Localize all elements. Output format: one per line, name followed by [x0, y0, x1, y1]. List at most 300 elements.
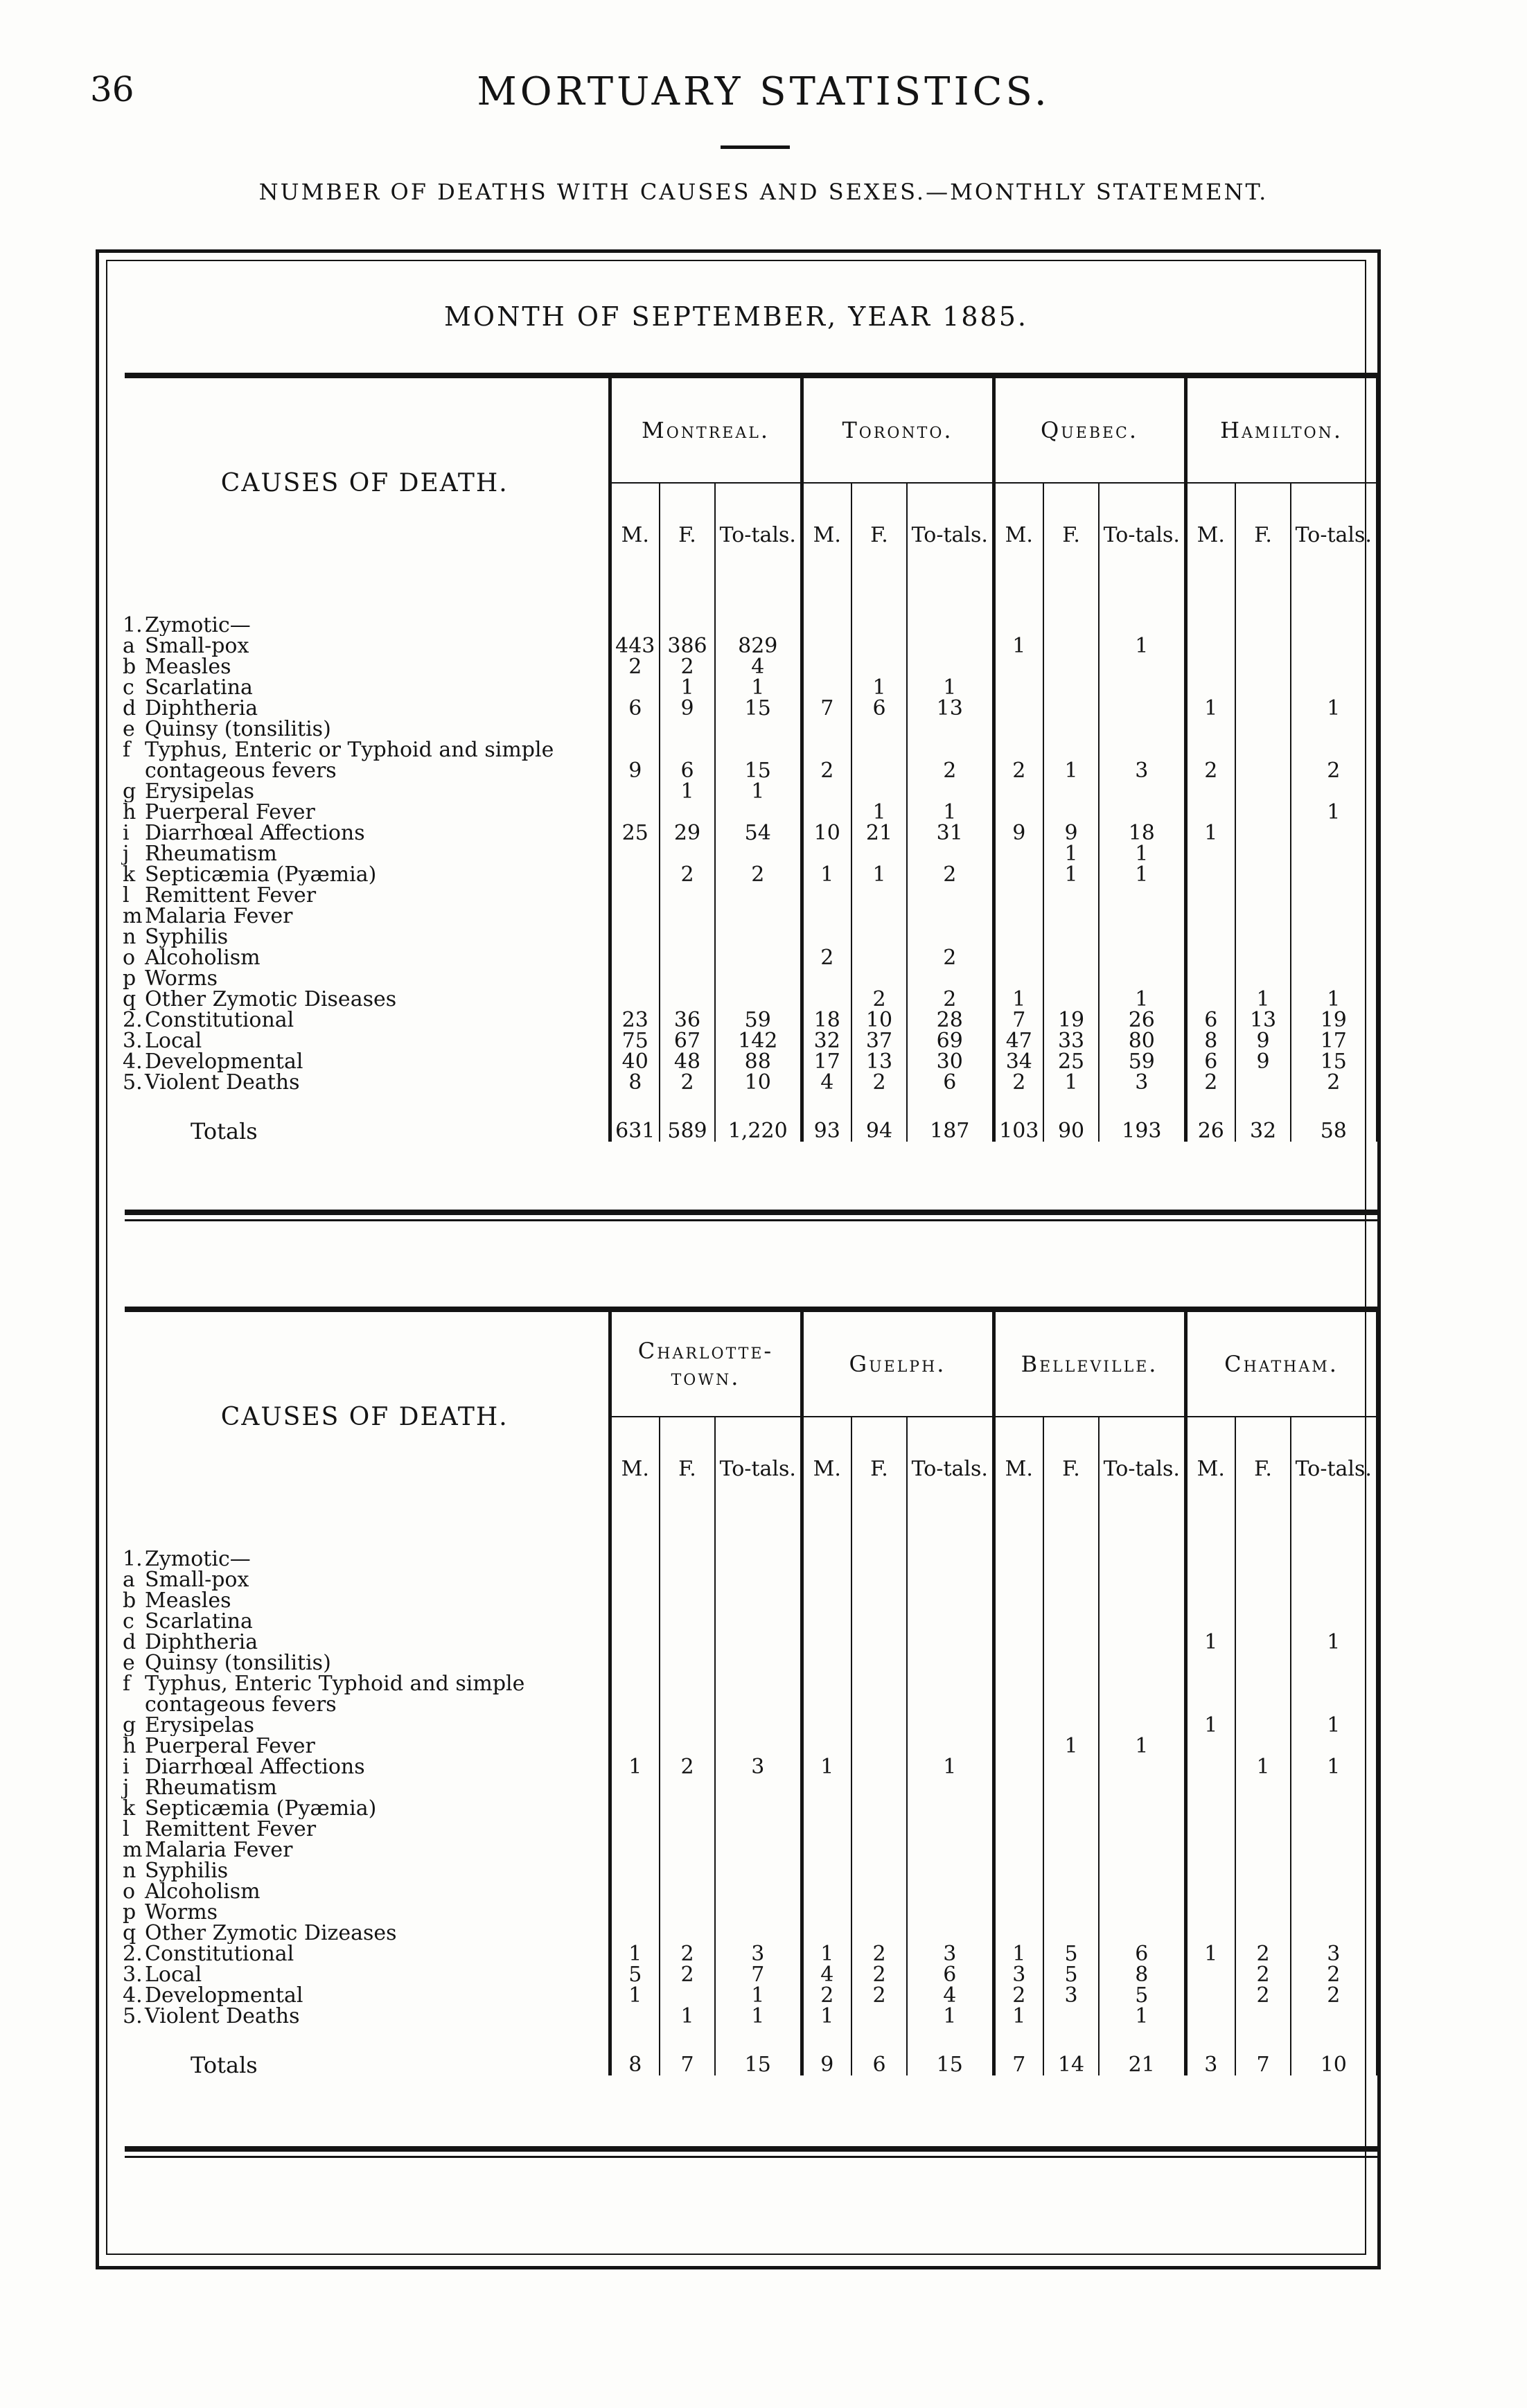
cause-name: Worms [145, 1902, 218, 1923]
spacer-cell [1099, 587, 1185, 615]
spacer-cell [1185, 587, 1235, 615]
total-cell: 6 [851, 2027, 907, 2075]
value-cell [1043, 948, 1099, 968]
value-cell: 8 [1099, 1965, 1185, 1985]
cause-name: Violent Deaths [145, 1072, 300, 1093]
value-cell: 2 [851, 1985, 907, 2006]
cause-label [121, 1715, 610, 1736]
value-cell [715, 1902, 802, 1923]
value-cell [1235, 1549, 1291, 1570]
value-cell [802, 1570, 851, 1591]
value-cell [660, 1632, 715, 1653]
value-cell [1043, 968, 1099, 989]
value-cell [610, 1549, 660, 1570]
value-cell [1099, 1715, 1185, 1736]
spacer-cell [121, 587, 610, 615]
spacer-cell [1291, 587, 1377, 615]
value-cell: 829 [715, 636, 802, 657]
value-cell [907, 885, 994, 906]
value-cell [610, 1715, 660, 1736]
value-cell: 47 [994, 1031, 1043, 1052]
totals-column-header: To-tals. [1099, 483, 1185, 587]
value-cell: 1 [1099, 844, 1185, 865]
value-cell [1235, 1736, 1291, 1757]
totals-label: Totals [191, 2052, 258, 2075]
cause-label [121, 698, 610, 719]
value-cell: 1 [1185, 1944, 1235, 1965]
value-cell [1099, 1778, 1185, 1798]
cause-label [121, 1611, 610, 1632]
value-cell [1099, 1757, 1185, 1778]
female-column-header: F. [851, 483, 907, 587]
cause-name: Developmental [145, 1985, 303, 2006]
city-header: Belleville. [994, 1312, 1185, 1417]
value-cell [715, 968, 802, 989]
value-cell [715, 1549, 802, 1570]
value-cell [994, 1778, 1043, 1798]
value-cell: 10 [715, 1072, 802, 1093]
value-cell: 10 [802, 823, 851, 844]
value-cell [802, 678, 851, 698]
value-cell [1291, 1923, 1377, 1944]
value-cell [1291, 927, 1377, 948]
value-cell: 2 [851, 989, 907, 1010]
cause-name: Alcoholism [145, 948, 261, 968]
value-cell: 40 [610, 1052, 660, 1072]
cause-label [121, 1653, 610, 1674]
value-cell [1099, 1653, 1185, 1674]
totals-column-header: To-tals. [907, 483, 994, 587]
total-cell: 94 [851, 1093, 907, 1142]
value-cell [1185, 657, 1235, 678]
value-cell [660, 1653, 715, 1674]
value-cell [851, 1902, 907, 1923]
cause-name: Rheumatism [145, 1778, 277, 1798]
cause-key: 4. [123, 1985, 143, 2006]
value-cell: 1 [1291, 1715, 1377, 1736]
spacer-cell [715, 587, 802, 615]
value-cell [907, 1549, 994, 1570]
value-cell [610, 1570, 660, 1591]
value-cell [1291, 1819, 1377, 1840]
value-cell [660, 968, 715, 989]
value-cell: 1 [1291, 1757, 1377, 1778]
value-cell: 1 [715, 2006, 802, 2027]
value-cell [1043, 1570, 1099, 1591]
value-cell [660, 844, 715, 865]
value-cell [1185, 885, 1235, 906]
cause-name: Puerperal Fever [145, 802, 315, 823]
cause-name: Typhus, Enteric or Typhoid and simple contageous fevers [145, 740, 554, 781]
cause-name: Alcoholism [145, 1882, 261, 1902]
value-cell: 2 [802, 740, 851, 781]
table-row [121, 1715, 1377, 1736]
value-cell [1291, 1591, 1377, 1611]
value-cell: 13 [1235, 1010, 1291, 1031]
total-cell: 7 [660, 2027, 715, 2075]
spacer-cell [610, 587, 660, 615]
value-cell: 9 [660, 698, 715, 719]
cause-name: Septicæmia (Pyæmia) [145, 1798, 377, 1819]
value-cell [907, 844, 994, 865]
value-cell: 1 [1043, 1736, 1099, 1757]
female-column-header: F. [1235, 1417, 1291, 1521]
table-row [121, 968, 1377, 989]
value-cell [1099, 1570, 1185, 1591]
cause-key: 5. [123, 2006, 143, 2027]
table-row [121, 989, 1377, 1010]
value-cell [715, 885, 802, 906]
value-cell [1291, 2006, 1377, 2027]
value-cell [994, 1736, 1043, 1757]
value-cell [1291, 1778, 1377, 1798]
value-cell [1043, 1632, 1099, 1653]
value-cell [1185, 1985, 1235, 2006]
cause-label [121, 1923, 610, 1944]
value-cell [802, 719, 851, 740]
value-cell [802, 636, 851, 657]
cause-name: Septicæmia (Pyæmia) [145, 865, 377, 885]
totals-column-header: To-tals. [715, 483, 802, 587]
cause-label [121, 968, 610, 989]
value-cell [1099, 1819, 1185, 1840]
value-cell [994, 1591, 1043, 1611]
cause-key: 1. [123, 615, 143, 636]
value-cell [715, 1736, 802, 1757]
cause-key: c [123, 1611, 134, 1632]
value-cell: 15 [715, 740, 802, 781]
value-cell [1043, 1757, 1099, 1778]
value-cell: 33 [1043, 1031, 1099, 1052]
value-cell [1099, 1840, 1185, 1861]
value-cell: 80 [1099, 1031, 1185, 1052]
value-cell [610, 1902, 660, 1923]
city-header: Quebec. [994, 378, 1185, 483]
value-cell [660, 906, 715, 927]
value-cell: 59 [1099, 1052, 1185, 1072]
value-cell: 6 [907, 1965, 994, 1985]
cause-label [121, 1965, 610, 1985]
cause-label [121, 678, 610, 698]
value-cell [802, 1902, 851, 1923]
cause-key: d [123, 1632, 136, 1653]
cause-key: 3. [123, 1031, 143, 1052]
value-cell [1185, 802, 1235, 823]
value-cell [994, 968, 1043, 989]
value-cell [994, 1757, 1043, 1778]
value-cell: 1 [851, 678, 907, 698]
cause-name: Zymotic— [145, 615, 251, 636]
value-cell [851, 1861, 907, 1882]
value-cell [907, 636, 994, 657]
causes-of-death-header: CAUSES OF DEATH. [220, 1402, 509, 1431]
value-cell [994, 948, 1043, 968]
value-cell [660, 802, 715, 823]
value-cell [715, 1674, 802, 1715]
cause-label [121, 989, 610, 1010]
total-cell: 7 [1235, 2027, 1291, 2075]
table-row [121, 1570, 1377, 1591]
cause-label [121, 615, 610, 636]
cause-name: Syphilis [145, 1861, 229, 1882]
cause-key: m [123, 906, 143, 927]
value-cell [1235, 2006, 1291, 2027]
value-cell [1185, 2006, 1235, 2027]
value-cell: 8 [1185, 1031, 1235, 1052]
table-row [121, 1882, 1377, 1902]
value-cell [1185, 719, 1235, 740]
value-cell [994, 802, 1043, 823]
value-cell [1185, 1798, 1235, 1819]
value-cell: 25 [610, 823, 660, 844]
value-cell [1099, 1882, 1185, 1902]
spacer-cell [1235, 1521, 1291, 1549]
value-cell [1043, 1861, 1099, 1882]
table-row [121, 823, 1377, 844]
value-cell: 9 [994, 823, 1043, 844]
spacer-cell [715, 1521, 802, 1549]
value-cell [1291, 823, 1377, 844]
value-cell [610, 1798, 660, 1819]
value-cell [660, 1674, 715, 1715]
totals-row [121, 2027, 1377, 2075]
value-cell [1291, 1902, 1377, 1923]
cause-key: p [123, 968, 136, 989]
value-cell [994, 927, 1043, 948]
cause-label [121, 1902, 610, 1923]
value-cell [610, 1674, 660, 1715]
value-cell [851, 1632, 907, 1653]
value-cell: 5 [1043, 1965, 1099, 1985]
value-cell [994, 615, 1043, 636]
value-cell [1043, 615, 1099, 636]
value-cell [1043, 906, 1099, 927]
value-cell [1099, 698, 1185, 719]
value-cell: 2 [660, 1965, 715, 1985]
value-cell [851, 781, 907, 802]
value-cell [660, 1819, 715, 1840]
value-cell [715, 615, 802, 636]
value-cell: 2 [907, 865, 994, 885]
value-cell [1235, 1674, 1291, 1715]
table-row [121, 1632, 1377, 1653]
city-header: Charlotte-town. [610, 1312, 802, 1417]
value-cell [907, 719, 994, 740]
value-cell [1043, 657, 1099, 678]
value-cell: 2 [994, 1072, 1043, 1093]
cause-key: h [123, 1736, 136, 1757]
value-cell: 1 [1291, 989, 1377, 1010]
cause-name: Rheumatism [145, 844, 277, 865]
value-cell [1185, 1757, 1235, 1778]
value-cell [610, 844, 660, 865]
value-cell: 32 [802, 1031, 851, 1052]
value-cell [851, 740, 907, 781]
mortality-table-1 [121, 378, 1379, 1142]
totals-column-header: To-tals. [1291, 483, 1377, 587]
value-cell: 1 [660, 678, 715, 698]
city-header: Hamilton. [1185, 378, 1377, 483]
table2-top-rule [125, 1307, 1379, 1312]
value-cell: 1 [1043, 1072, 1099, 1093]
value-cell [907, 1611, 994, 1632]
value-cell [1043, 1591, 1099, 1611]
value-cell [994, 865, 1043, 885]
table-row [121, 1985, 1377, 2006]
value-cell [1043, 1902, 1099, 1923]
value-cell: 3 [994, 1965, 1043, 1985]
value-cell [715, 1840, 802, 1861]
value-cell [715, 1798, 802, 1819]
value-cell [907, 1882, 994, 1902]
cause-label [121, 865, 610, 885]
male-column-header: M. [1185, 483, 1235, 587]
table-row [121, 1944, 1377, 1965]
value-cell: 2 [907, 740, 994, 781]
value-cell: 67 [660, 1031, 715, 1052]
table-row [121, 615, 1377, 636]
value-cell [1235, 1819, 1291, 1840]
value-cell [1291, 1861, 1377, 1882]
value-cell [1043, 1923, 1099, 1944]
value-cell: 1 [802, 1944, 851, 1965]
value-cell [851, 1798, 907, 1819]
value-cell [907, 927, 994, 948]
value-cell [1235, 678, 1291, 698]
value-cell [994, 906, 1043, 927]
table-row [121, 740, 1377, 781]
value-cell [851, 636, 907, 657]
value-cell [610, 615, 660, 636]
value-cell: 1 [851, 802, 907, 823]
totals-column-header: To-tals. [1099, 1417, 1185, 1521]
cause-label [121, 781, 610, 802]
table-row [121, 865, 1377, 885]
value-cell [907, 1778, 994, 1798]
value-cell: 9 [1235, 1031, 1291, 1052]
cause-key: q [123, 989, 136, 1010]
table-row [121, 1819, 1377, 1840]
cause-key: 2. [123, 1944, 143, 1965]
cause-key: i [123, 1757, 130, 1778]
value-cell [1043, 1798, 1099, 1819]
value-cell [994, 1611, 1043, 1632]
value-cell [851, 1653, 907, 1674]
value-cell: 443 [610, 636, 660, 657]
cause-name: Other Zymotic Diseases [145, 989, 397, 1010]
value-cell: 1 [660, 781, 715, 802]
value-cell [1235, 906, 1291, 927]
value-cell [1043, 802, 1099, 823]
female-column-header: F. [1043, 483, 1099, 587]
value-cell [994, 1570, 1043, 1591]
value-cell: 8 [610, 1072, 660, 1093]
spacer-cell [802, 1521, 851, 1549]
value-cell [660, 948, 715, 968]
cause-label [121, 844, 610, 865]
male-column-header: M. [994, 483, 1043, 587]
value-cell [610, 989, 660, 1010]
spacer-cell [660, 587, 715, 615]
value-cell [851, 657, 907, 678]
value-cell: 142 [715, 1031, 802, 1052]
value-cell [660, 1882, 715, 1902]
value-cell [851, 844, 907, 865]
value-cell: 1 [1043, 740, 1099, 781]
cause-name: Malaria Fever [145, 906, 293, 927]
total-cell: 589 [660, 1093, 715, 1142]
value-cell [851, 1736, 907, 1757]
value-cell [610, 802, 660, 823]
value-cell [851, 1923, 907, 1944]
value-cell: 3 [715, 1757, 802, 1778]
value-cell [1235, 927, 1291, 948]
cause-key: n [123, 927, 136, 948]
table-row [121, 698, 1377, 719]
cause-name: Worms [145, 968, 218, 989]
value-cell [1291, 1840, 1377, 1861]
value-cell [610, 1632, 660, 1653]
value-cell [994, 1819, 1043, 1840]
value-cell: 2 [660, 1757, 715, 1778]
value-cell [1235, 1923, 1291, 1944]
value-cell: 75 [610, 1031, 660, 1052]
value-cell: 1 [610, 1944, 660, 1965]
value-cell [1099, 678, 1185, 698]
value-cell [715, 1778, 802, 1798]
value-cell [802, 781, 851, 802]
value-cell: 26 [1099, 1010, 1185, 1031]
value-cell [715, 1632, 802, 1653]
value-cell [994, 678, 1043, 698]
total-cell: 10 [1291, 2027, 1377, 2075]
total-cell: 21 [1099, 2027, 1185, 2075]
cause-label [121, 1591, 610, 1611]
value-cell [1185, 615, 1235, 636]
value-cell [907, 781, 994, 802]
value-cell [660, 1611, 715, 1632]
value-cell: 1 [1235, 1757, 1291, 1778]
value-cell [1185, 1819, 1235, 1840]
city-header: Guelph. [802, 1312, 994, 1417]
value-cell [610, 865, 660, 885]
value-cell [1099, 802, 1185, 823]
value-cell [1291, 657, 1377, 678]
value-cell [1099, 1674, 1185, 1715]
table1-top-rule [125, 373, 1379, 378]
cause-key: 3. [123, 1965, 143, 1985]
cause-name: Puerperal Fever [145, 1736, 315, 1757]
total-cell: 1,220 [715, 1093, 802, 1142]
value-cell [1043, 719, 1099, 740]
value-cell [907, 1923, 994, 1944]
value-cell: 2 [851, 1072, 907, 1093]
value-cell [1099, 719, 1185, 740]
value-cell [994, 1632, 1043, 1653]
cause-key: j [123, 1778, 130, 1798]
value-cell [610, 1923, 660, 1944]
value-cell [1235, 802, 1291, 823]
table-row [121, 1010, 1377, 1031]
value-cell [907, 1798, 994, 1819]
value-cell [802, 1715, 851, 1736]
cause-name: Erysipelas [145, 1715, 255, 1736]
cause-name: Scarlatina [145, 1611, 253, 1632]
value-cell [1291, 1798, 1377, 1819]
value-cell: 15 [715, 698, 802, 719]
spacer-cell [907, 1521, 994, 1549]
cause-name: Constitutional [145, 1010, 294, 1031]
